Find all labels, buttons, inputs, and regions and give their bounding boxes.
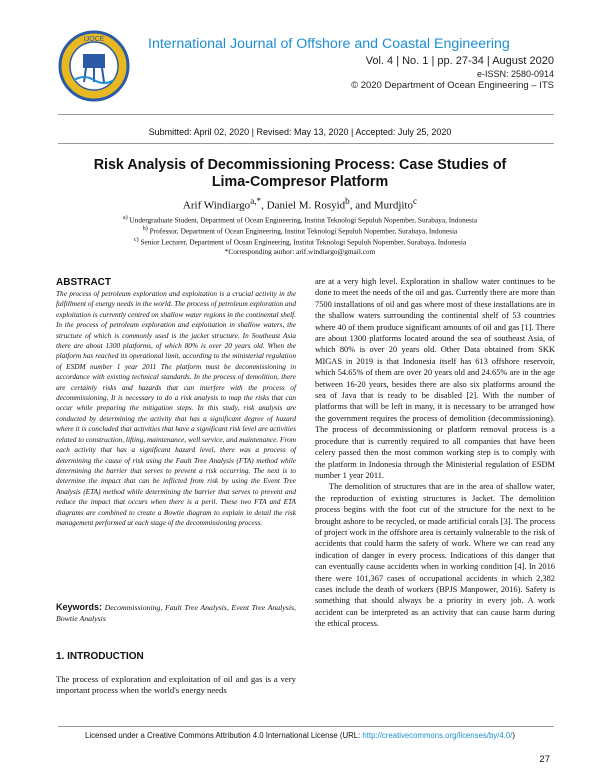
copyright: © 2020 Department of Ocean Engineering – ITS	[351, 80, 554, 91]
license-text: Licensed under a Creative Commons Attribution 4.0 International License (URL:	[85, 731, 363, 740]
dates-divider	[58, 143, 554, 144]
corresponding-author: *Corresponding author: arif.windiargo@gmail.com	[224, 247, 376, 257]
paragraph: The demolition of structures that are in the area of shallow water, the reproduction of existing structures is Jacket. The demolition process begins with the foot cut of the structure for the next to be brought ashore to be recycled, or made artificial corals [3]. The process of project work in the offshore area is certainly vulnerable to the risk of accidents that could harm the safety of work. Where we can read any indication of danger in every process. Indications of this danger that can eventually cause accidents when in working condition [4]. In 2016 there were 101,367 cases of occupational accidents in which 2,382 cases include the death of workers (BPJS Manpower, 2016). Safety is something that should always be a priority in every job. A work accident can be interpreted as an activity that can cause harm during the ethical process.	[315, 482, 555, 629]
author-name: Arif Windiargo	[182, 199, 251, 212]
footer-divider	[58, 726, 554, 727]
abstract-heading: ABSTRACT	[56, 277, 111, 288]
ijoce-logo-icon	[58, 30, 130, 102]
affiliation-sup: a)	[122, 215, 128, 221]
introduction-text-right	[315, 276, 555, 630]
page-number: 27	[539, 754, 550, 765]
author-list	[0, 196, 600, 212]
introduction-text-left: The process of exploration and exploitation of oil and gas is a very important process when the world's energy needs	[56, 674, 296, 696]
author-separator: ,	[261, 199, 267, 212]
license-line	[0, 731, 600, 740]
author-name: Murdjito	[373, 199, 413, 212]
paragraph: are at a very high level. Exploration in shallow water continues to be done to meet the needs of the oil and gas. Currently there are more than 7500 installations of oil and gas where most of these installations are in the shallow waters surrounding the continental shelf of 53 countries where 40 of them produce significant amounts of oil and gas [1]. There are about 1300 platforms located around the sea of southeast Asia, of which 80% is over 20 years old. Other Data obtained from SKK MIGAS in 2019 is that Indonesia itself has 613 offshore reservoir, which 54.65% of them are over 20 years old and 24.65% are in the age between 16-20 years, besides there are also six platforms around the sea of Java that is ready to be disabled [2]. With the number of platforms that will be left in many, it is necessary to be arranged how the government requires the process of demolition (decommissioning). The process of decommissioning or platform removal process is a procedure that is currently required to all companies that have been celery passed then the most common working step is to comply with the platform in Indonesia through the Ministerial regulation of ESDM number 1 year 2011.	[315, 277, 555, 480]
header-divider	[58, 114, 554, 115]
affiliations	[60, 214, 540, 257]
affiliation-text: Undergraduate Student, Department of Ocean Engineering, Institut Teknologi Sepuluh Nopember, Surabaya, Indonesia	[127, 215, 478, 225]
author-sup: b	[345, 196, 350, 206]
article-title	[60, 157, 540, 191]
keywords-text: Decommissioning, Fault Tree Analysis, Event Tree Analysis, Bowtie Analysis	[56, 603, 296, 623]
submission-dates: Submitted: April 02, 2020 | Revised: May 13, 2020 | Accepted: July 25, 2020	[148, 127, 452, 137]
author-sup: c	[413, 196, 418, 206]
keywords-label: Keywords:	[56, 602, 103, 612]
title-line-1: Risk Analysis of Decommissioning Process: Case Studies of	[93, 157, 507, 173]
author-sup: a,*	[250, 196, 262, 206]
affiliation-text: Professor, Department of Ocean Engineering, Institut Teknologi Sepuluh Nopember, Surabaya, Indonesia	[147, 226, 458, 236]
eissn: e-ISSN: 2580-0914	[476, 69, 554, 79]
abstract-text: The process of petroleum exploration and exploitation is a crucial activity in the fulfillment of energy needs in the world. The process of petroleum exploration and exploitation is currently centred on shallow water regions in the continental shelf. In the process of petroleum exploration and exploitation in shallow waters, the structure of which is commonly used is the jacket structure. In Southeast Asia there are about 1300 platforms, of which 80% is over 20 years old. When the platform has reached its operational limit, according to the ministerial regulation of ESDM number 1 year 2011 The platform must be decommissioning in accordance with existing technical standards. In the process of demolition, there are certainly risks and hazards that can interfere with the process of decommissioning. It is necessary to do a risk analysis to map the risks that can occur while preparing the mitigation steps. In this study, risk analysis are conducted by determining the activity that has a significant degree of hazard where it is concluded that activities that have a significant risk level are activities related to construction, lifting, maintenance, well service, and maintenance. From each activity that has a significant hazard level, there was a process of determining the cause of risk using the Fault Tree Analysis (FTA) method while determining the barrier that serves to prevent a risk occurring. The next is to determine the impact that can be inflicted from risk by using the Event Tree Analysis (ETA) method while determining the barrier that serves to prevent and reduce the impact that occurs when there is a peril. These two FTA and ETA diagrams are combined to create a Bowtie diagram to explain in detail the risk management performed at each stage of the decommissioning process.	[56, 289, 296, 527]
logo-text: IJOCE	[83, 36, 105, 43]
affiliation-sup: b)	[142, 226, 148, 233]
journal-title: International Journal of Offshore and Coastal Engineering	[148, 36, 510, 52]
license-text-end: )	[512, 731, 515, 740]
introduction-heading: 1. INTRODUCTION	[56, 651, 144, 662]
author-separator: , and	[349, 199, 374, 212]
title-line-2: Lima-Compresor Platform	[211, 174, 389, 190]
affiliation-sup: c)	[133, 237, 139, 244]
affiliation	[60, 225, 540, 236]
volume-info: Vol. 4 | No. 1 | pp. 27-34 | August 2020	[365, 55, 554, 67]
affiliation-text: Senior Lecturer, Department of Ocean Engineering, Institut Teknologi Sepuluh Nopember, Surabaya, Indonesia	[138, 237, 467, 247]
keywords	[56, 602, 296, 624]
author-name: Daniel M. Rosyid	[266, 199, 346, 212]
license-link[interactable]: http://creativecommons.org/licenses/by/4.0/	[362, 731, 513, 740]
affiliation	[60, 214, 540, 225]
affiliation	[60, 236, 540, 247]
